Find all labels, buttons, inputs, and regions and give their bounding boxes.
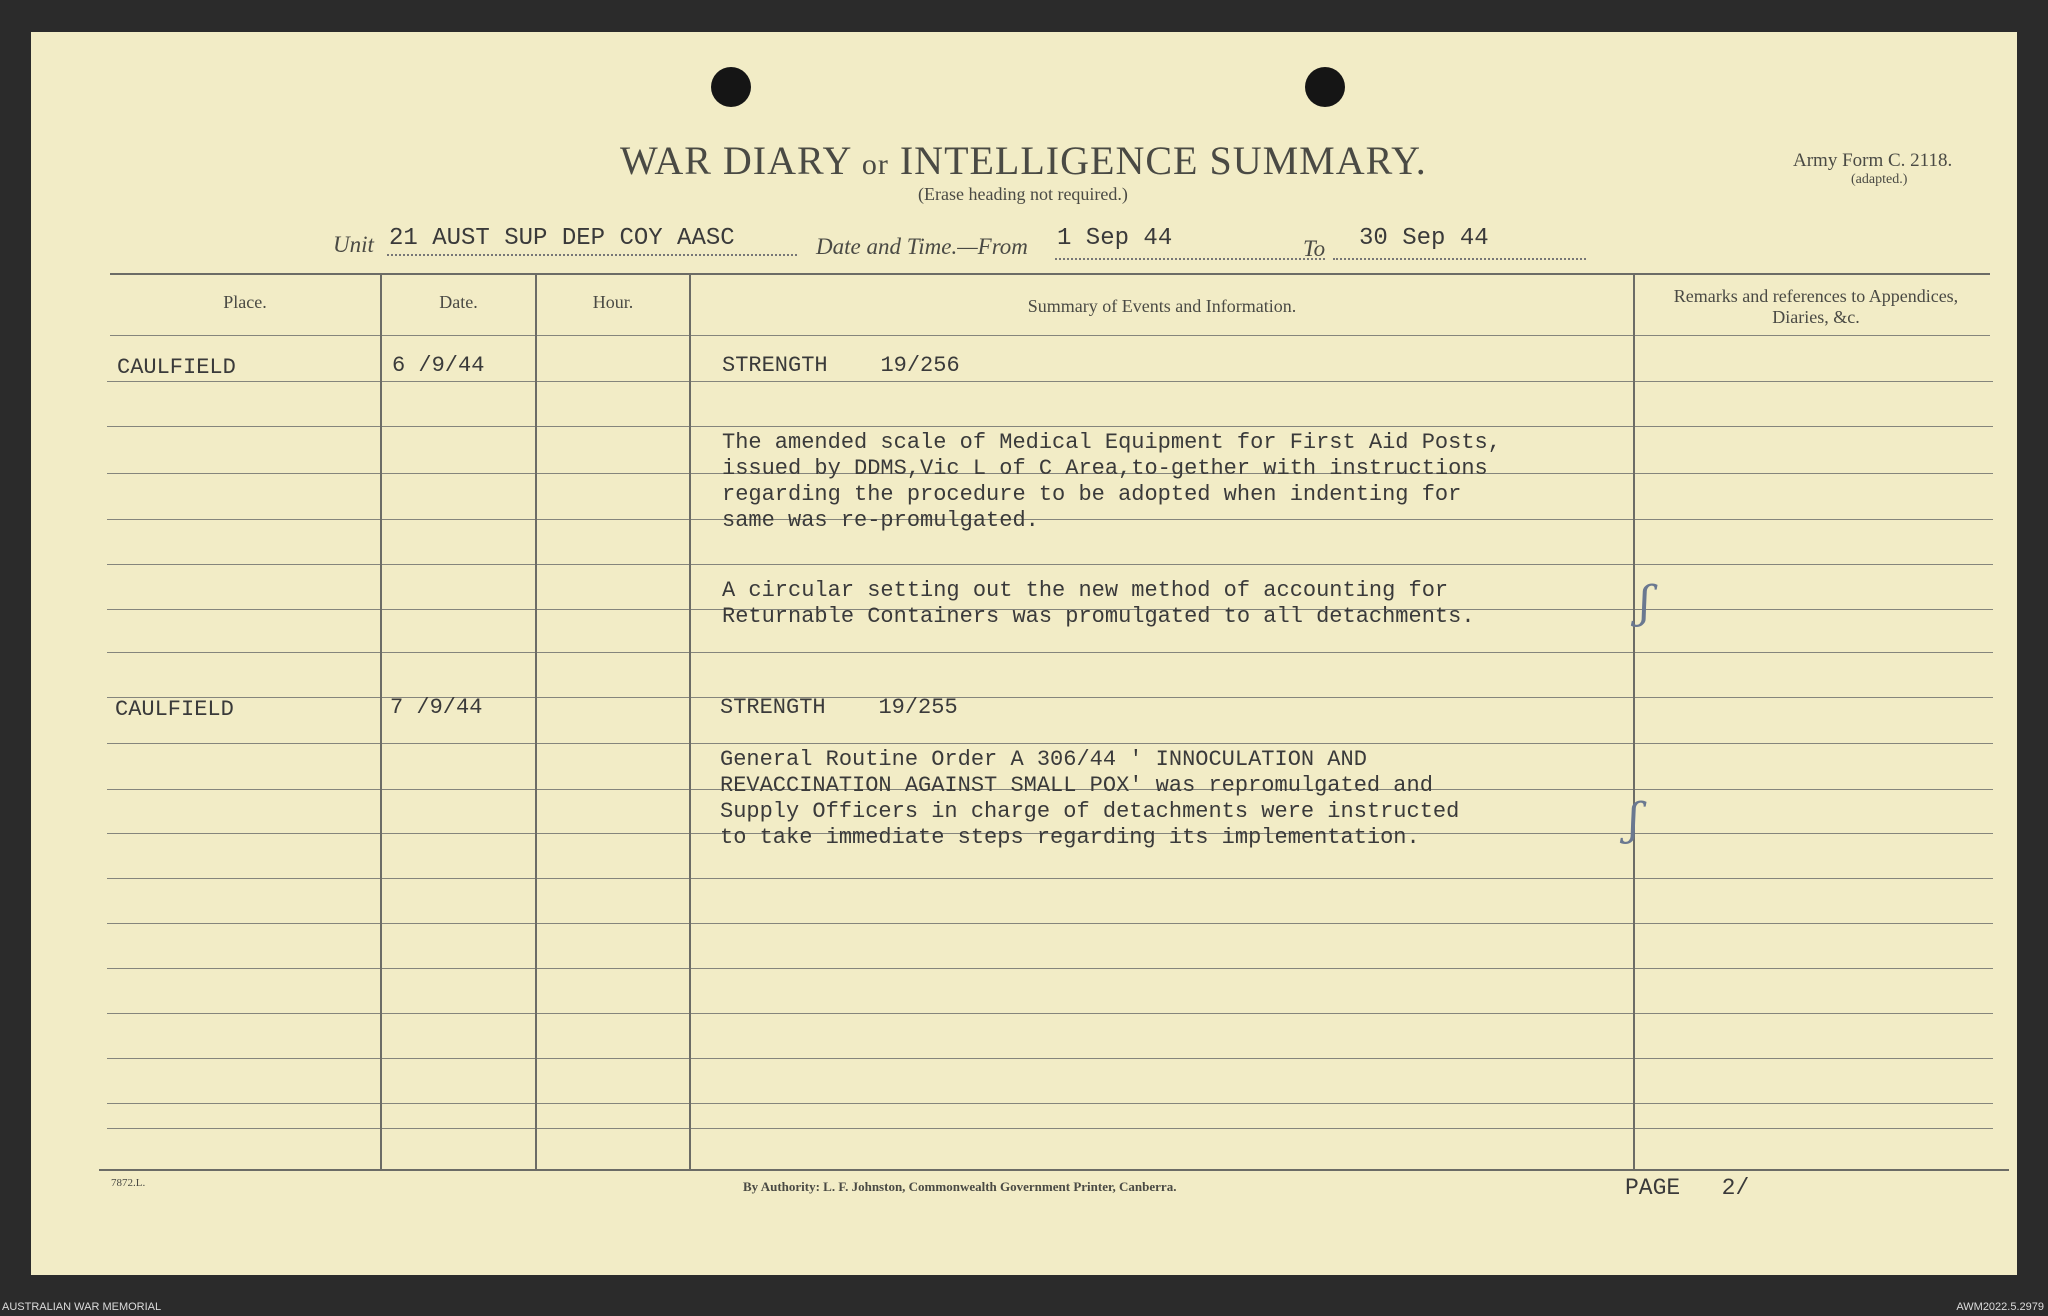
table-row-rule <box>107 1058 1993 1059</box>
pen-initial-mark: ʃ <box>1628 794 1640 845</box>
from-dotted-line <box>1055 258 1325 260</box>
entry-date: 7 /9/44 <box>390 695 483 720</box>
table-row-rule <box>107 743 1993 744</box>
header-place: Place. <box>223 292 267 312</box>
page-title: WAR DIARY or INTELLIGENCE SUMMARY. <box>620 138 1427 183</box>
page-label: PAGE <box>1625 1175 1681 1201</box>
title-or: or <box>861 148 889 181</box>
table-top-rule <box>110 273 1990 275</box>
table-row-rule <box>107 968 1993 969</box>
header-bottom-rule <box>110 335 1990 336</box>
header-date: Date. <box>439 292 478 312</box>
entry-paragraph: A circular setting out the new method of accounting for Returnable Containers was promulgated to all detachments. <box>722 578 1475 629</box>
unit-dotted-line <box>387 254 797 256</box>
date-time-label: Date and Time.—From <box>816 234 1028 259</box>
archive-caption-strip <box>0 1300 2048 1316</box>
strength-value: 19/255 <box>878 695 958 720</box>
entry-paragraph: General Routine Order A 306/44 ' INNOCULATION AND REVACCINATION AGAINST SMALL POX' was repromulgated and Supply Officers in charge of detachments were instructed to take immediate steps regarding its implementation. <box>720 747 1460 850</box>
diary-page <box>31 32 2017 1275</box>
unit-label: Unit <box>333 232 374 257</box>
archive-name: AUSTRALIAN WAR MEMORIAL <box>2 1301 162 1313</box>
to-value: 30 Sep 44 <box>1359 225 1489 252</box>
strength-value: 19/256 <box>880 353 960 378</box>
table-row-rule <box>107 923 1993 924</box>
unit-value: 21 AUST SUP DEP COY AASC <box>389 225 735 252</box>
form-number: 7872.L. <box>111 1177 146 1189</box>
table-row-rule <box>107 652 1993 653</box>
entry-strength <box>720 695 958 721</box>
to-label: To <box>1303 236 1326 261</box>
entry-place: CAULFIELD <box>115 697 234 722</box>
entry-place: CAULFIELD <box>117 355 236 380</box>
entry-strength <box>722 353 960 379</box>
pen-initial-mark: ʃ <box>1639 577 1651 628</box>
entry-date: 6 /9/44 <box>392 353 485 378</box>
page-number <box>1625 1175 1749 1201</box>
column-divider-hour <box>689 273 691 1169</box>
to-dotted-line <box>1333 258 1586 260</box>
from-value: 1 Sep 44 <box>1057 225 1173 252</box>
column-divider-summary <box>1633 273 1635 1169</box>
table-row-rule <box>107 426 1993 427</box>
header-summary: Summary of Events and Information. <box>1027 296 1297 316</box>
army-form-number: Army Form C. 2118. <box>1793 150 1953 171</box>
header-remarks: Remarks and references to Appendices, Diaries, &c. <box>1673 286 1959 327</box>
table-row-rule <box>107 381 1993 382</box>
strength-label: STRENGTH <box>720 695 826 720</box>
table-bottom-rule <box>99 1169 2009 1171</box>
punch-hole-left <box>711 67 751 107</box>
table-row-rule <box>107 1128 1993 1129</box>
page-subtitle: (Erase heading not required.) <box>918 184 1128 204</box>
entry-paragraph: The amended scale of Medical Equipment for First Aid Posts, issued by DDMS,Vic L of C Area,to-gether with instructions regarding the procedure to be adopted when indenting for same was re-promulgated. <box>722 430 1501 533</box>
column-divider-place <box>380 273 382 1169</box>
table-row-rule <box>107 564 1993 565</box>
adapted-note: (adapted.) <box>1851 172 1908 187</box>
printer-authority: By Authority: L. F. Johnston, Commonwealth Government Printer, Canberra. <box>743 1179 1177 1194</box>
table-row-rule <box>107 878 1993 879</box>
punch-hole-right <box>1305 67 1345 107</box>
header-hour: Hour. <box>592 292 634 312</box>
table-row-rule <box>107 1013 1993 1014</box>
table-row-rule <box>107 1103 1993 1104</box>
strength-label: STRENGTH <box>722 353 828 378</box>
archive-id: AWM2022.5.2979 <box>1956 1301 2044 1313</box>
page-value: 2/ <box>1721 1175 1750 1201</box>
column-divider-date <box>535 273 537 1169</box>
